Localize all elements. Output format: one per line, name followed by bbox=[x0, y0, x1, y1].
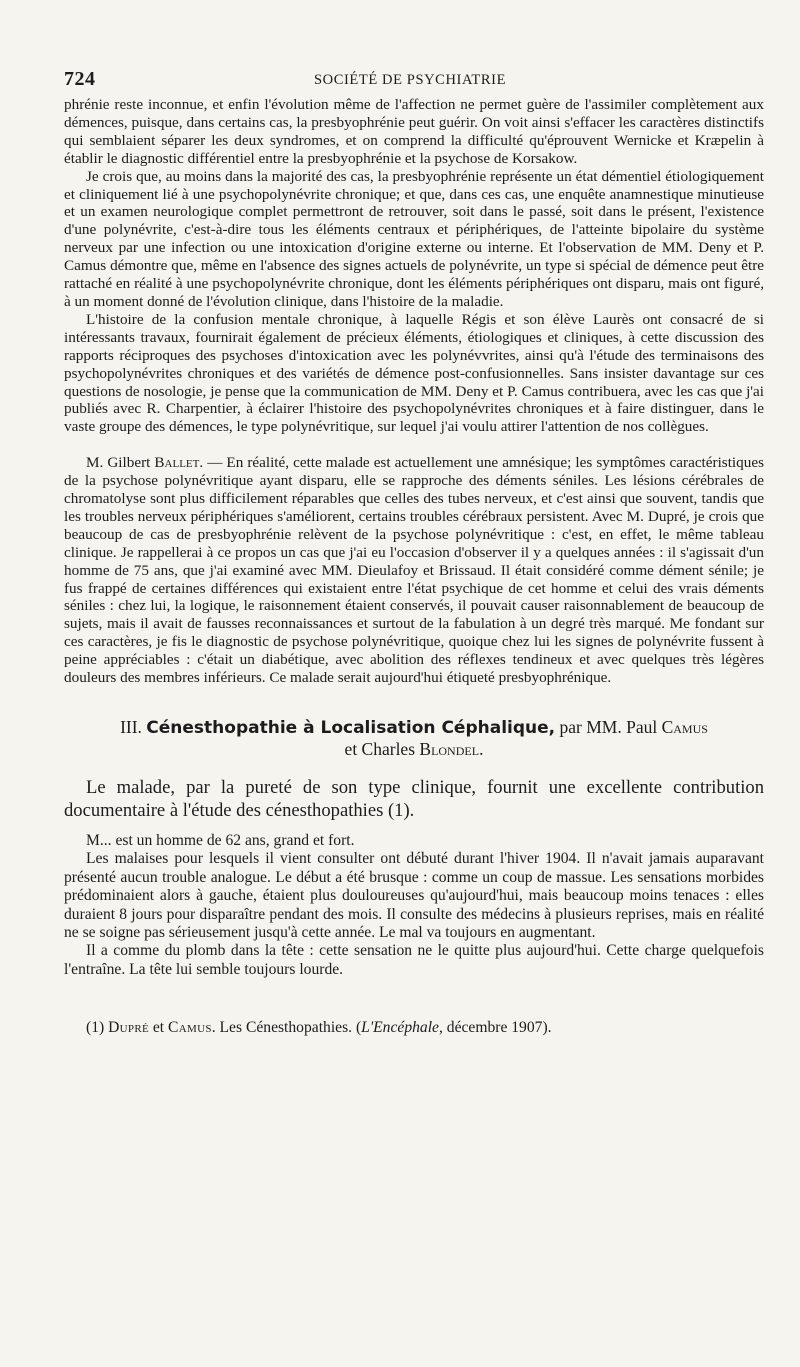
paragraph bbox=[64, 454, 764, 687]
section-by: par MM. Paul bbox=[555, 717, 662, 737]
page-number: 724 bbox=[64, 68, 96, 90]
section-title: Cénesthopathie à Localisation Céphalique, bbox=[146, 718, 556, 738]
paragraph: Les malaises pour lesquels il vient consulter ont débuté durant l'hiver 1904. Il n'avait jamais auparavant présenté aucun trouble analogue. Le début a été brusque : comme un coup de massue. Les sensations morbides prédominaient alors à gauche, étaient plus douloureuses qu'aujourd'hui, mais beaucoup moins tenaces : elles duraient 8 jours pour disparaître pendant des mois. Il consulte des médecins à plusieurs reprises, mais en réalité ne se soigne pas sérieusement jusqu'à cette année. Le mal va toujours en augmentant. bbox=[64, 850, 764, 942]
discussion-ballet bbox=[64, 454, 764, 687]
paragraph: Je crois que, au moins dans la majorité des cas, la presbyophrénie représente un état démentiel étiologiquement et cliniquement lié à une psychopolynévrite chronique; et que, dans ces cas, une enquête anamnestique minutieuse et un examen neurologique complet permettront de retrouver, soit dans le passé, soit dans le présent, l'existence d'une polynévrite, c'est-à-dire tous les éléments centraux et périphériques, de l'atteinte bipolaire du système nerveux par une infection ou une intoxication d'origine externe ou interne. Et l'observation de MM. Deny et P. Camus démontre que, même en l'absence des signes actuels de polynévrite, un type si spécial de démence peut être rattaché en réalité à une psychopolynévrite chronique, dont les éléments périphériques ont disparu, mais ont figuré, à un moment donné de l'évolution clinique, dans l'histoire de la maladie. bbox=[64, 167, 764, 310]
section-end: . bbox=[479, 739, 484, 759]
section-author: Camus bbox=[661, 717, 708, 737]
section-heading bbox=[64, 717, 764, 760]
paragraph: L'histoire de la confusion mentale chronique, à laquelle Régis et son élève Laurès ont consacré de si intéressants travaux, fournirait également de précieux éléments, étiologiques et cliniques, à cette discussion des rapports réciproques des psychoses d'intoxication avec les polynévvrites, ainsi qu'à l'étude des terminaisons des psychopolynévrites chroniques et des variétés de démence post-confusionnelles. Sans insister davantage sur ces questions de nosologie, je pense que la communication de MM. Deny et P. Camus contribuera, avec les cas que j'ai publiés avec R. Charpentier, à éclairer l'histoire des psychopolynévrites chroniques et à faire distinguer, dans le vaste groupe des démences, le type polynévritique, sur lequel j'ai voulu attirer l'attention de nos collègues. bbox=[64, 310, 764, 436]
footnote-author: Camus bbox=[168, 1019, 212, 1037]
footnote-and: et bbox=[148, 1019, 169, 1037]
footnote-date: , décembre 1907). bbox=[438, 1019, 552, 1037]
footnote-journal: L'Encéphale bbox=[361, 1019, 439, 1037]
paragraph: phrénie reste inconnue, et enfin l'évolution même de l'affection ne permet guère de l'assimiler complètement aux démences, puisque, dans certains cas, la presbyophrénie peut guérir. On voit ainsi s'effacer les caractères distinctifs qui semblaient séparer les deux syndromes, et on comprend la difficulté qu'éprouvent Wernicke et Kræpelin à établir le diagnostic différentiel entre la presbyophrénie et la psychose de Korsakow. bbox=[64, 96, 764, 167]
footnote-author: Dupré bbox=[108, 1019, 149, 1037]
section-and: et Charles bbox=[344, 739, 420, 759]
footnote bbox=[64, 1019, 764, 1037]
speaker-name: Ballet bbox=[154, 454, 200, 472]
lead-paragraph: Le malade, par la pureté de son type clinique, fournit une excellente contribution documentaire à l'étude des cénesthopathies (1). bbox=[64, 777, 764, 821]
case-report bbox=[64, 832, 764, 979]
speaker-text: . — En réalité, cette malade est actuellement une amnésique; les symptômes caractéristiques de la psychose polynévritique ayant disparu, elle se rapproche des déments séniles. Les lésions cérébrales de chromatolyse sont plus difficilement réparables que celles des tubes nerveux, et c'est ainsi que souvent, tandis que les troubles nerveux périphériques s'améliorent, certains troubles cérébraux persistent. Avec M. Dupré, je crois que beaucoup de cas de presbyophrénie relèvent de la psychose polynévritique : c'est, en effet, le même tableau clinique. Je rappellerai à ce propos un cas que j'ai eu l'occasion d'observer il y a quelques années : il s'agissait d'un homme de 75 ans, que j'ai examiné avec MM. Dieulafoy et Brissaud. Il était considéré comme dément sénile; je fus frappé de certaines différences qui existaient entre l'état psychique de cet homme et celui des vrais déments séniles : chez lui, la logique, le raisonnement étaient conservés, il pouvait causer raisonnablement de beaucoup de sujets, mais il avait de fausses reconnaissances et surtout de la fabulation à un degré très marqué. Me fondant sur ces caractères, je fis le diagnostic de psychose polynévritique, quoique chez lui les signes de polynévrite fussent à peine appréciables : c'était un diabétique, avec abolition des réflexes tendineux et avec quelques très légères douleurs des membres inférieurs. Ce malade serait aujourd'hui étiqueté presbyophrénique. bbox=[64, 454, 764, 687]
section-author: Blondel bbox=[419, 739, 480, 759]
paragraph: M... est un homme de 62 ans, grand et fort. bbox=[86, 832, 355, 849]
discussion-dupre bbox=[64, 96, 764, 436]
footnote-mark: (1) bbox=[86, 1019, 109, 1037]
speaker-prefix: M. Gilbert bbox=[86, 454, 155, 472]
footnote-title: . Les Cénesthopathies. ( bbox=[211, 1019, 362, 1037]
running-head: SOCIÉTÉ DE PSYCHIATRIE bbox=[314, 72, 507, 88]
page-header bbox=[64, 58, 764, 92]
section-numeral: III. bbox=[120, 717, 147, 737]
paragraph: Il a comme du plomb dans la tête : cette sensation ne le quitte plus aujourd'hui. Cette charge quelquefois l'entraîne. La tête lui semble toujours lourde. bbox=[64, 942, 764, 978]
